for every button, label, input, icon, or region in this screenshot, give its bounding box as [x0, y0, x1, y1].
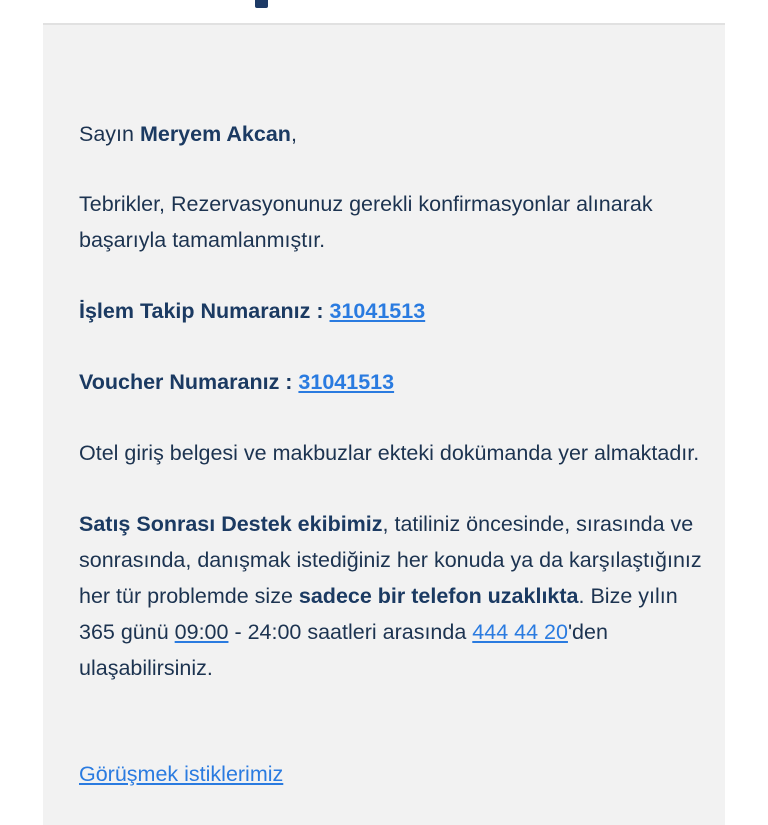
tracking-number-line: [79, 293, 719, 329]
header-logo-fragment: [255, 0, 268, 8]
support-text-2: . Bize yılın 365 günü: [79, 584, 678, 644]
customer-name: Meryem Akcan: [139, 122, 291, 146]
support-team-label: Satış Sonrası Destek ekibimiz: [79, 512, 383, 536]
support-emphasis: sadece bir telefon uzaklıkta: [298, 584, 579, 608]
greeting-prefix: Sayın: [79, 122, 140, 146]
phone-link[interactable]: 444 44 20: [472, 620, 568, 644]
support-paragraph: [79, 506, 719, 686]
greeting-line: [79, 116, 719, 152]
documents-text: Otel giriş belgesi ve makbuzlar ekteki dokümanda yer almaktadır.: [79, 441, 700, 465]
support-text-3: - 24:00 saatleri arasında: [228, 620, 473, 644]
bottom-link[interactable]: Görüşmek istiklerimiz: [79, 762, 284, 786]
tracking-number-label: İşlem Takip Numaranız :: [79, 299, 330, 323]
voucher-number-line: [79, 364, 719, 400]
greeting-suffix: ,: [290, 122, 297, 146]
voucher-number-link[interactable]: 31041513: [298, 370, 395, 394]
congrats-text: Tebrikler, Rezervasyonunuz gerekli konfirmasyonlar alınarak başarıyla tamamlanmıştır.: [79, 192, 653, 252]
support-text-1: , tatiliniz öncesinde, sırasında ve sonrasında, danışmak istediğiniz her konuda ya da karşılaştığınız her tür problemde size: [79, 512, 702, 608]
support-text-4: 'den ulaşabilirsiniz.: [79, 620, 608, 680]
tracking-number-link[interactable]: 31041513: [329, 299, 426, 323]
voucher-number-label: Voucher Numaranız :: [79, 370, 299, 394]
email-body: [79, 116, 719, 686]
hours-start-link[interactable]: 09:00: [174, 620, 229, 644]
